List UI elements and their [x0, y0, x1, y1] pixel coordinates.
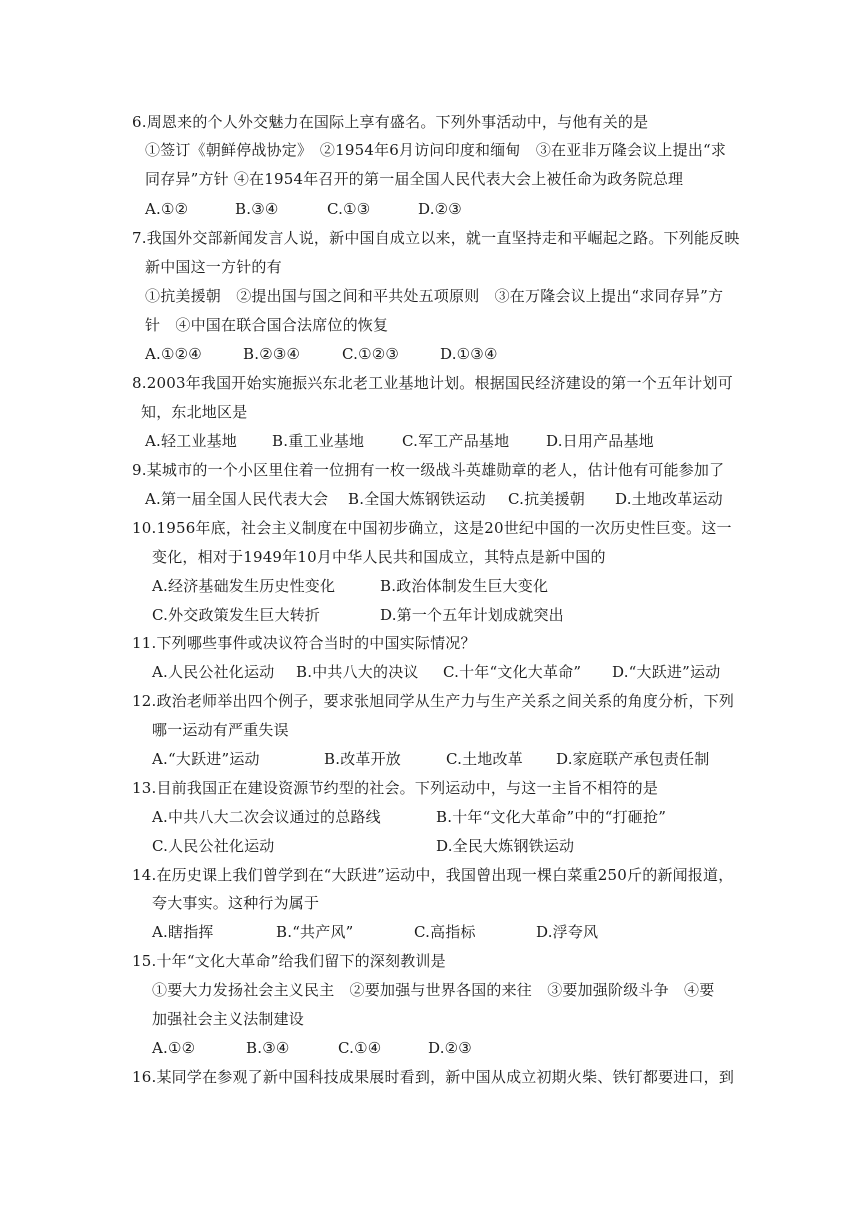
question-number: 16.: [132, 1068, 157, 1086]
question-12-stem: [132, 691, 734, 711]
question-15-items: 加强社会主义法制建设: [152, 1010, 305, 1028]
option-a: A.第一届全国人民代表大会: [145, 490, 329, 508]
question-text: 2003年我国开始实施振兴东北老工业基地计划。根据国民经济建设的第一个五年计划可: [146, 374, 733, 392]
option-c: C.军工产品基地: [402, 432, 510, 450]
question-text-continued: 变化，相对于1949年10月中华人民共和国成立，其特点是新中国的: [152, 548, 606, 566]
option-d: D.“大跃进”运动: [612, 663, 721, 681]
question-13-stem: [132, 778, 658, 798]
question-7-stem: [132, 228, 740, 248]
option-d: D.②③: [418, 200, 462, 218]
question-text-continued: 夸大事实。这种行为属于: [152, 894, 320, 912]
option-a: A.经济基础发生历史性变化: [152, 577, 336, 595]
question-number: 13.: [132, 779, 157, 797]
question-15-stem: [132, 951, 446, 971]
question-9-stem: [132, 460, 724, 480]
option-b: B.全国大炼钢铁运动: [348, 490, 486, 508]
option-c: C.①③: [327, 200, 371, 218]
option-a: A.瞎指挥: [152, 923, 214, 941]
question-text: 某城市的一个小区里住着一位拥有一枚一级战斗英雄勋章的老人，估计他有可能参加了: [146, 461, 725, 479]
option-b: B.“共产风”: [276, 923, 354, 941]
question-text-continued: 新中国这一方针的有: [145, 258, 282, 276]
question-8-stem: [132, 373, 733, 393]
option-c: C.人民公社化运动: [152, 837, 275, 855]
option-a: A.轻工业基地: [145, 432, 238, 450]
option-c: C.十年“文化大革命”: [443, 663, 582, 681]
question-number: 6.: [132, 113, 147, 131]
question-text: 某同学在参观了新中国科技成果展时看到，新中国从成立初期火柴、铁钉都要进口，到: [156, 1068, 735, 1086]
question-number: 14.: [132, 866, 157, 884]
question-number: 10.: [132, 519, 157, 537]
option-b: B.政治体制发生巨大变化: [380, 577, 549, 595]
question-6-stem: [132, 112, 648, 132]
option-c: C.①②③: [342, 345, 400, 363]
question-text: 在历史课上我们曾学到在“大跃进”运动中，我国曾出现一棵白菜重250斤的新闻报道，: [156, 866, 734, 884]
question-7-items: 针 ④中国在联合国合法席位的恢复: [145, 316, 389, 334]
question-text: 十年“文化大革命”给我们留下的深刻教训是: [156, 952, 446, 970]
option-b: B.③④: [246, 1039, 290, 1057]
question-15-items: ①要大力发扬社会主义民主 ②要加强与世界各国的来往 ③要加强阶级斗争 ④要: [152, 981, 715, 999]
option-d: D.②③: [428, 1039, 472, 1057]
question-number: 12.: [132, 692, 157, 710]
option-d: D.①③④: [440, 345, 498, 363]
option-b: B.改革开放: [324, 750, 401, 768]
option-d: D.第一个五年计划成就突出: [380, 606, 564, 624]
question-number: 11.: [132, 634, 157, 652]
question-text: 下列哪些事件或决议符合当时的中国实际情况？: [156, 634, 476, 652]
option-a: A.①②: [152, 1039, 196, 1057]
option-a: A.“大跃进”运动: [152, 750, 260, 768]
question-text-continued: 哪一运动有严重失误: [152, 721, 289, 739]
option-c: C.土地改革: [446, 750, 523, 768]
option-a: A.中共八大二次会议通过的总路线: [152, 808, 381, 826]
question-text-continued: 知，东北地区是: [141, 403, 248, 421]
option-d: D.日用产品基地: [546, 432, 654, 450]
option-d: D.家庭联产承包责任制: [556, 750, 710, 768]
question-7-items: ①抗美援朝 ②提出国与国之间和平共处五项原则 ③在万隆会议上提出“求同存异”方: [145, 287, 724, 305]
option-d: D.浮夸风: [536, 923, 599, 941]
question-number: 9.: [132, 461, 147, 479]
question-6-items: 同存异”方针 ④在1954年召开的第一届全国人民代表大会上被任命为政务院总理: [145, 170, 684, 188]
option-d: D.全民大炼钢铁运动: [436, 837, 575, 855]
option-b: B.中共八大的决议: [296, 663, 419, 681]
question-text: 我国外交部新闻发言人说，新中国自成立以来，就一直坚持走和平崛起之路。下列能反映: [146, 229, 740, 247]
question-text: 政治老师举出四个例子，要求张旭同学从生产力与生产关系之间关系的角度分析，下列: [156, 692, 735, 710]
question-number: 8.: [132, 374, 147, 392]
question-14-stem: [132, 865, 733, 885]
option-a: A.①②④: [145, 345, 202, 363]
question-number: 7.: [132, 229, 147, 247]
option-c: C.外交政策发生巨大转折: [152, 606, 321, 624]
option-a: A.人民公社化运动: [152, 663, 275, 681]
option-c: C.高指标: [414, 923, 476, 941]
question-10-stem: [132, 518, 732, 538]
question-text: 1956年底，社会主义制度在中国初步确立，这是20世纪中国的一次历史性巨变。这一: [156, 519, 732, 537]
option-c: C.抗美援朝: [508, 490, 585, 508]
option-b: B.重工业基地: [272, 432, 365, 450]
question-11-stem: [132, 633, 476, 653]
question-text: 周恩来的个人外交魅力在国际上享有盛名。下列外事活动中，与他有关的是: [146, 113, 649, 131]
question-6-items: ①签订《朝鲜停战协定》 ②1954年6月访问印度和缅甸 ③在亚非万隆会议上提出“求: [145, 141, 727, 159]
option-a: A.①②: [145, 200, 189, 218]
option-c: C.①④: [338, 1039, 382, 1057]
option-d: D.土地改革运动: [615, 490, 723, 508]
option-b: B.②③④: [243, 345, 301, 363]
question-number: 15.: [132, 952, 157, 970]
question-text: 目前我国正在建设资源节约型的社会。下列运动中，与这一主旨不相符的是: [156, 779, 659, 797]
question-16-stem: [132, 1067, 734, 1087]
option-b: B.③④: [235, 200, 279, 218]
option-b: B.十年“文化大革命”中的“打砸抢”: [436, 808, 667, 826]
